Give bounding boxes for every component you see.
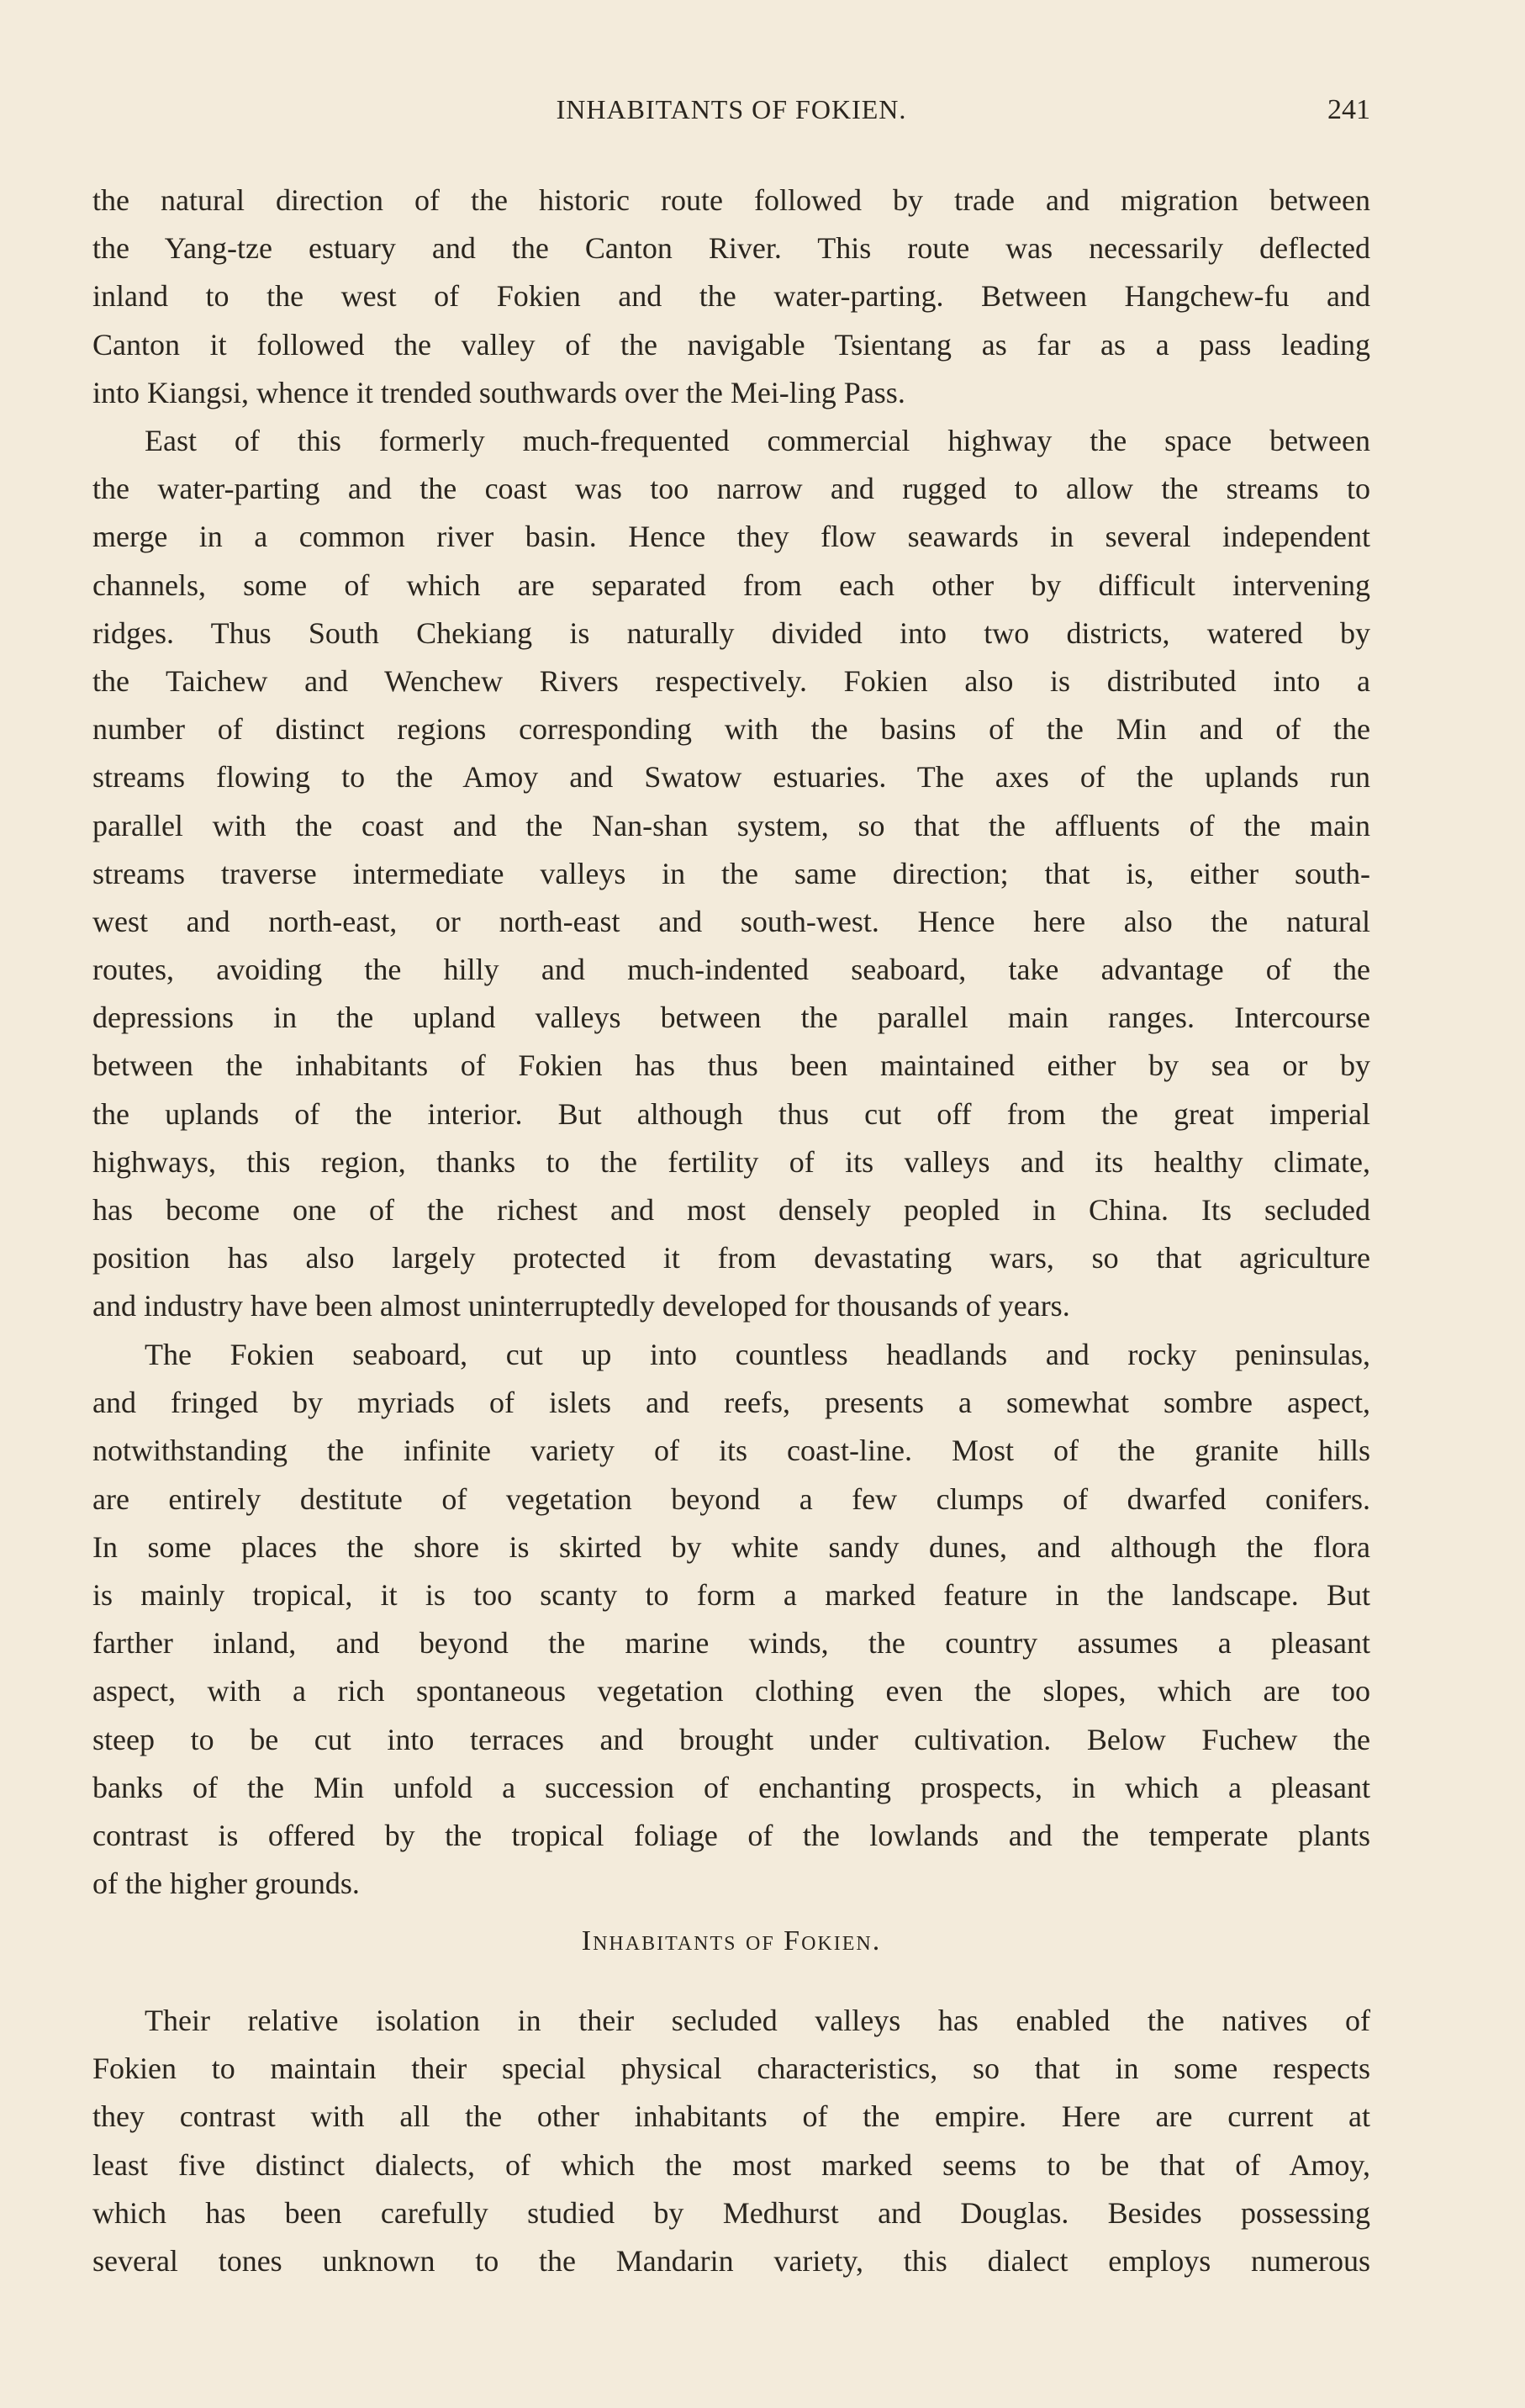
page-header [92, 94, 1370, 145]
text-line: streams traverse intermediate valleys in the same direction; that is, either south- [92, 856, 1370, 890]
text-line: East of this formerly much-frequented commercial highway the space between [145, 424, 1370, 457]
text-line: are entirely destitute of vegetation beyond a few clumps of dwarfed conifers. [92, 1481, 1370, 1516]
section-heading: Inhabitants of Fokien. [581, 1925, 882, 1956]
text-line: notwithstanding the infinite variety of its coast-line. Most of the granite hills [92, 1434, 1370, 1468]
text-line: merge in a common river basin. Hence they flow seawards in several independent [92, 520, 1370, 554]
text-line: of the higher grounds. [92, 1867, 360, 1901]
text-line: number of distinct regions corresponding with the basins of the Min and of the [92, 712, 1370, 747]
running-title: INHABITANTS OF FOKIEN. [556, 94, 907, 124]
text-line: position has also largely protected it from devastating wars, so that agriculture [92, 1241, 1370, 1275]
text-line: is mainly tropical, it is too scanty to form a marked feature in the landscape. But [92, 1577, 1370, 1612]
text-line: Canton it followed the valley of the navigable Tsientang as far as a pass leading [92, 327, 1370, 362]
paragraph-2 [92, 417, 1370, 1331]
text-line: the Yang-tze estuary and the Canton River. This route was necessarily deflected [92, 231, 1370, 266]
text-line: they contrast with all the other inhabitants of the empire. Here are current at [92, 2099, 1370, 2134]
text-line: between the inhabitants of Fokien has thus been maintained either by sea or by [92, 1048, 1370, 1083]
text-line: contrast is offered by the tropical foliage of the lowlands and the temperate plants [92, 1818, 1370, 1852]
text-line: The Fokien seaboard, cut up into countless headlands and rocky peninsulas, [145, 1338, 1370, 1371]
text-line: the natural direction of the historic route followed by trade and migration between [92, 183, 1370, 217]
text-line: farther inland, and beyond the marine winds, the country assumes a pleasant [92, 1626, 1370, 1661]
paragraph-3 [92, 1331, 1370, 1908]
text-line: west and north-east, or north-east and south-west. Hence here also the natural [92, 904, 1370, 938]
text-line: and industry have been almost uninterruptedly developed for thousands of years. [92, 1289, 1070, 1323]
text-line: and fringed by myriads of islets and reefs, presents a somewhat sombre aspect, [92, 1386, 1370, 1420]
text-line: In some places the shore is skirted by white sandy dunes, and although the flora [92, 1529, 1370, 1564]
text-line: steep to be cut into terraces and brought under cultivation. Below Fuchew the [92, 1722, 1370, 1756]
page-number: 241 [1327, 94, 1370, 125]
text-line: highways, this region, thanks to the fertility of its valleys and its healthy climate, [92, 1144, 1370, 1179]
text-line: into Kiangsi, whence it trended southwards over the Mei-ling Pass. [92, 375, 905, 409]
text-line: routes, avoiding the hilly and much-indented seaboard, take advantage of the [92, 953, 1370, 987]
text-line: least five distinct dialects, of which the most marked seems to be that of Amoy, [92, 2147, 1370, 2182]
text-line: parallel with the coast and the Nan-shan system, so that the affluents of the main [92, 808, 1370, 842]
text-line: channels, some of which are separated from each other by difficult intervening [92, 568, 1370, 602]
text-line: depressions in the upland valleys between the parallel main ranges. Intercourse [92, 1001, 1370, 1035]
text-line: ridges. Thus South Chekiang is naturally divided into two districts, watered by [92, 615, 1370, 650]
text-line: streams flowing to the Amoy and Swatow estuaries. The axes of the uplands run [92, 760, 1370, 795]
text-line: the Taichew and Wenchew Rivers respectively. Fokien also is distributed into a [92, 663, 1370, 698]
text-line: has become one of the richest and most densely peopled in China. Its secluded [92, 1193, 1370, 1227]
paragraph-4 [92, 1997, 1370, 2285]
paragraph-1 [92, 177, 1370, 417]
text-line: the water-parting and the coast was too narrow and rugged to allow the streams to [92, 472, 1370, 506]
text-line: Fokien to maintain their special physical characteristics, so that in some respects [92, 2052, 1370, 2086]
text-line: several tones unknown to the Mandarin variety, this dialect employs numerous [92, 2243, 1370, 2278]
text-line: banks of the Min unfold a succession of enchanting prospects, in which a pleasant [92, 1770, 1370, 1804]
text-line: inland to the west of Fokien and the water-parting. Between Hangchew-fu and [92, 279, 1370, 314]
text-line: which has been carefully studied by Medhurst and Douglas. Besides possessing [92, 2195, 1370, 2230]
text-line: the uplands of the interior. But although thus cut off from the great imperial [92, 1096, 1370, 1131]
text-line: aspect, with a rich spontaneous vegetation clothing even the slopes, which are too [92, 1674, 1370, 1708]
text-line: Their relative isolation in their secluded valleys has enabled the natives of [145, 2004, 1370, 2037]
